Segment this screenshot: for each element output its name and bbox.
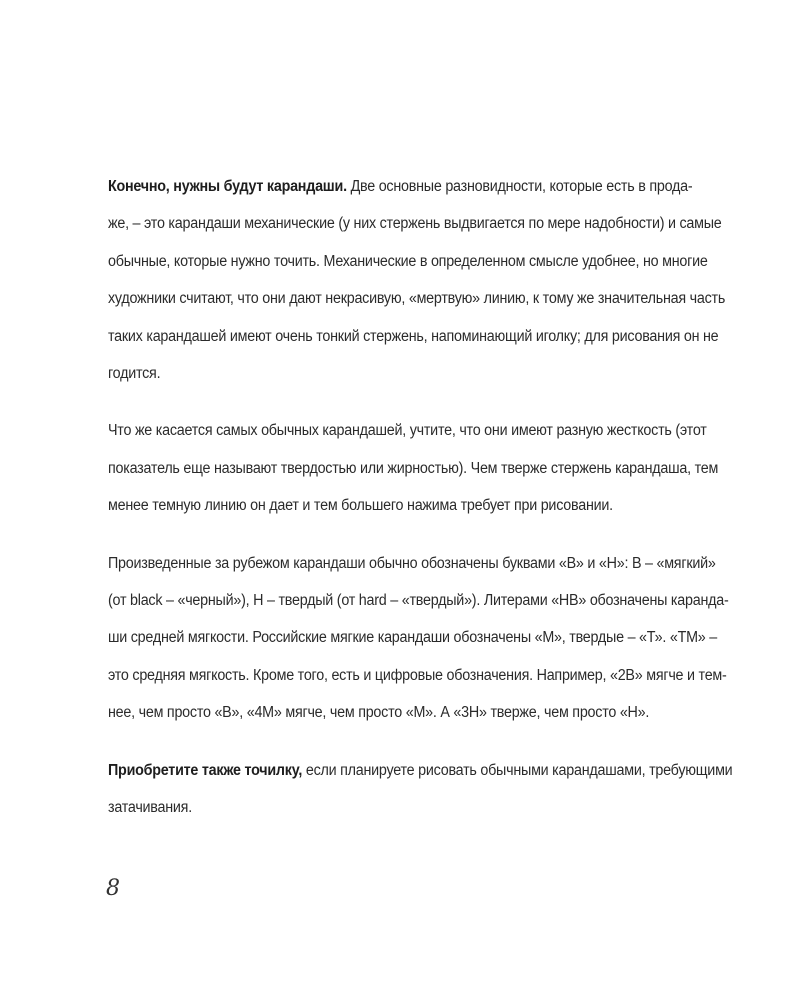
text-line: обычные, которые нужно точить. Механические в определенном смысле удобнее, но многие xyxy=(108,252,708,270)
bold-lead-sharpener: Приобретите также точилку, xyxy=(108,761,303,779)
paragraph-pencils xyxy=(108,168,726,392)
text-line: Произведенные за рубежом карандаши обычно обозначены буквами «B» и «H»: B – «мягкий» xyxy=(108,554,716,572)
text-line: (от black – «черный»), H – твердый (от hard – «твердый»). Литерами «HB» обозначены каранда- xyxy=(108,592,729,610)
text-line: нее, чем просто «B», «4М» мягче, чем просто «М». А «3H» тверже, чем просто «H». xyxy=(108,704,650,722)
text-line: ши средней мягкости. Российские мягкие карандаши обозначены «М», твердые – «Т». «ТМ» – xyxy=(108,629,718,647)
text-line: художники считают, что они дают некрасивую, «мертвую» линию, к тому же значительная часть xyxy=(108,290,726,308)
text-line: таких карандашей имеют очень тонкий стержень, напоминающий иголку; для рисования он не xyxy=(108,327,719,345)
page-number: 8 xyxy=(106,876,120,901)
text-line: же, – это карандаши механические (у них стержень выдвигается по мере надобности) и самые xyxy=(108,215,722,233)
text-line: затачивания. xyxy=(108,799,192,817)
text-line: Приобретите также точилку, если планируете рисовать обычными карандашами, требующими xyxy=(108,761,733,779)
text-line: Что же касается самых обычных карандашей, учтите, что они имеют разную жесткость (этот xyxy=(108,422,707,440)
paragraph-markings xyxy=(108,545,729,732)
text-line: годится. xyxy=(108,365,161,383)
text-line: Конечно, нужны будут карандаши. Две основные разновидности, которые есть в прода- xyxy=(108,178,693,195)
text-line: показатель еще называют твердостью или жирностью). Чем тверже стержень карандаша, тем xyxy=(108,459,719,477)
paragraph-hardness xyxy=(108,412,719,524)
body-text xyxy=(108,168,733,847)
text-line: это средняя мягкость. Кроме того, есть и цифровые обозначения. Например, «2B» мягче и тем- xyxy=(108,666,727,684)
paragraph-sharpener xyxy=(108,752,733,827)
text-line: менее темную линию он дает и тем большего нажима требует при рисовании. xyxy=(108,497,613,515)
bold-lead-pencils: Конечно, нужны будут карандаши. xyxy=(108,178,347,195)
